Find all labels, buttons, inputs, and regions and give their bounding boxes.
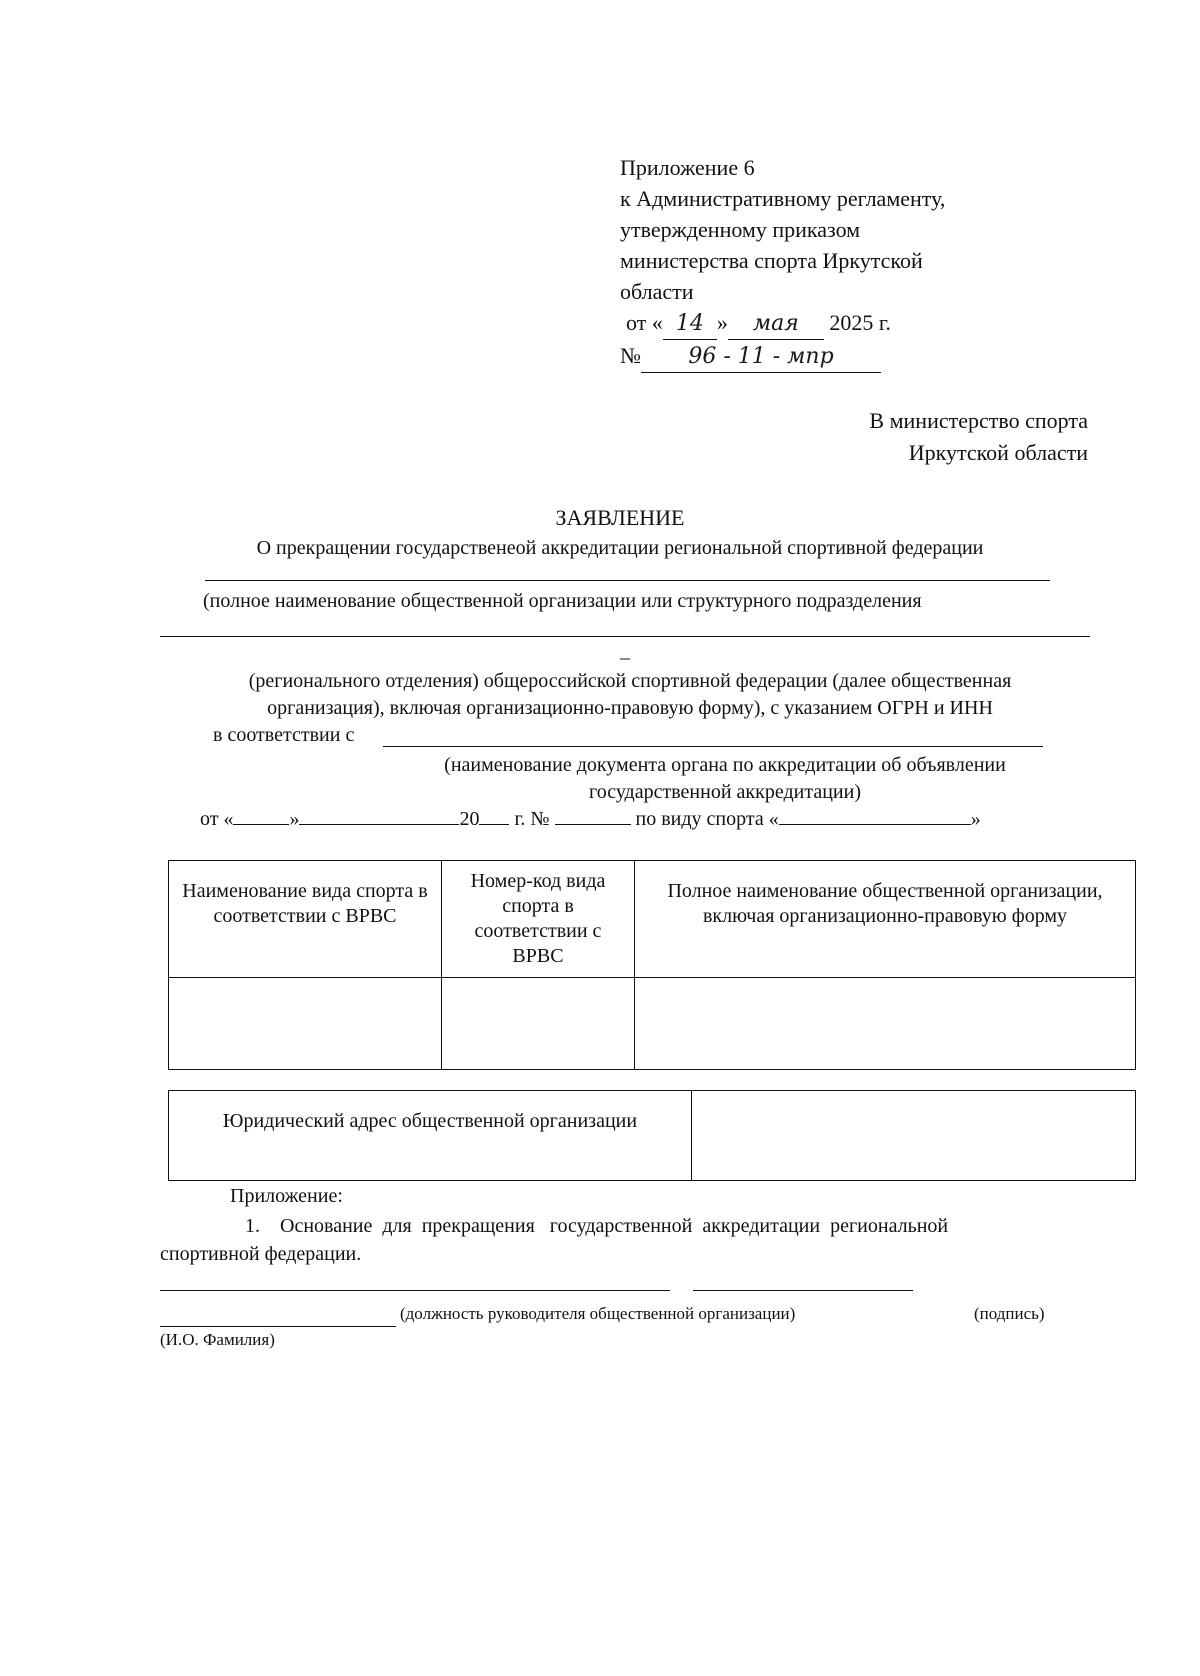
sport-table-row	[169, 978, 1136, 1070]
sport-table-cell-1	[169, 978, 442, 1070]
appendix-date-day: 14	[663, 308, 717, 340]
org-caption-2: (регионального отделения) общероссийской спортивной федерации (далее общественная	[248, 670, 1012, 692]
page-subtitle: О прекращении государственеой аккредитации региональной спортивной федерации	[256, 537, 984, 559]
date-year-suffix: г. №	[514, 808, 550, 830]
org-caption-block	[150, 668, 1110, 722]
signature-field-line	[693, 1290, 913, 1291]
name-caption: (И.О. Фамилия)	[160, 1330, 275, 1349]
date-sport-line	[200, 808, 981, 831]
attachment-item1-b: спортивной федерации.	[160, 1243, 362, 1265]
addressee-block	[869, 405, 1088, 469]
date-month-blank	[299, 824, 459, 825]
sport-table-header-1: Наименование вида спорта в соответствии с ВРВС	[169, 861, 442, 978]
address-table-label: Юридический адрес общественной организации	[169, 1091, 692, 1181]
date-day-blank	[233, 824, 289, 825]
appendix-number-value: 96 - 11 - мпр	[641, 341, 881, 373]
sport-table-cell-3	[635, 978, 1136, 1070]
doc-caption-2: государственной аккредитации)	[589, 781, 861, 803]
name-field-line	[160, 1326, 396, 1327]
date-year-blank	[479, 824, 509, 825]
appendix-number	[620, 340, 945, 373]
dash-mark: _	[620, 640, 630, 662]
address-table-row	[169, 1091, 1136, 1181]
org-caption-1: (полное наименование общественной организации или структурного подразделения	[203, 590, 922, 612]
appendix-date-mid: »	[716, 310, 728, 335]
appendix-block	[620, 152, 945, 373]
addressee-line2: Иркутской области	[908, 440, 1088, 465]
sport-table-header-3: Полное наименование общественной организации, включая организационно-правовую форму	[635, 861, 1136, 978]
address-table	[168, 1090, 1136, 1181]
accordance-label: в соответствии с	[213, 724, 355, 746]
sport-table	[168, 860, 1136, 1070]
sport-table-header-row	[169, 861, 1136, 978]
org-name-field-line-2	[160, 636, 1090, 637]
appendix-line5: области	[620, 279, 694, 304]
address-table-value	[692, 1091, 1136, 1181]
signature-caption: (подпись)	[974, 1304, 1045, 1323]
org-name-field-line	[205, 580, 1050, 581]
position-caption: (должность руководителя общественной организации)	[400, 1304, 796, 1323]
appendix-date-year: 2025 г.	[829, 310, 891, 335]
sport-label: по виду спорта «	[635, 808, 779, 830]
sport-table-header-2: Номер-код вида спорта в соответствии с ВРВС	[442, 861, 635, 978]
sport-close: »	[970, 808, 981, 830]
attachment-item	[160, 1212, 1102, 1268]
sport-blank	[779, 824, 971, 825]
position-field-line	[160, 1290, 670, 1291]
date-year: 20	[459, 808, 480, 830]
sport-table-cell-2	[442, 978, 635, 1070]
appendix-line2: к Административному регламенту,	[620, 186, 946, 211]
appendix-number-prefix: №	[620, 343, 641, 368]
appendix-date	[620, 307, 945, 340]
accordance-field-line	[383, 746, 1043, 747]
appendix-line4: министерства спорта Иркутской	[620, 248, 923, 273]
appendix-date-prefix: от «	[626, 310, 663, 335]
doc-number-blank	[555, 824, 631, 825]
appendix-date-month: мая	[728, 308, 824, 340]
attachment-heading: Приложение:	[230, 1185, 343, 1207]
appendix-line1: Приложение 6	[620, 155, 755, 180]
date-from: от «	[200, 808, 234, 830]
doc-caption-1: (наименование документа органа по аккредитации об объявлении	[444, 754, 1006, 776]
page-title: ЗАЯВЛЕНИЕ	[555, 505, 685, 530]
doc-caption-block	[380, 752, 1070, 806]
org-caption-3: организация), включая организационно-правовую форму), с указанием ОГРН и ИНН	[267, 697, 993, 719]
appendix-line3: утвержденному приказом	[620, 217, 861, 242]
date-close: »	[289, 808, 300, 830]
attachment-item1-a: 1. Основание для прекращения государственной аккредитации региональной	[245, 1215, 949, 1237]
addressee-line1: В министерство спорта	[869, 408, 1088, 433]
